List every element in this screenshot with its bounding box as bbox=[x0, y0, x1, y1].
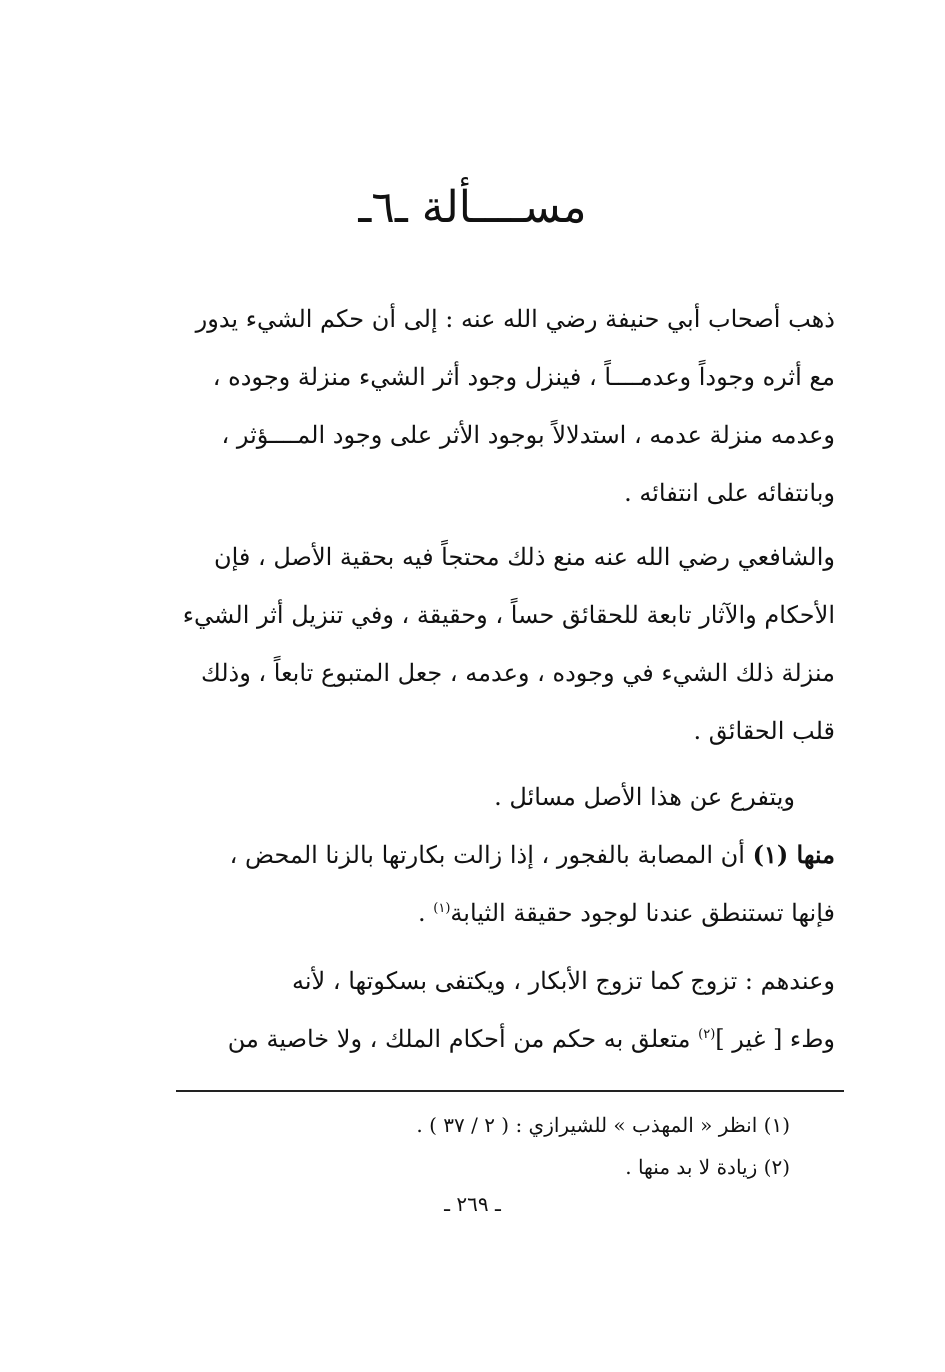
paragraph-4 bbox=[178, 826, 835, 942]
paragraph-1 bbox=[178, 290, 835, 522]
paragraph-2 bbox=[178, 528, 835, 760]
paragraph-5-line-2 bbox=[178, 1010, 835, 1068]
footnote-1: (١) انظر « المهذب » للشيرازي : ( ٢ / ٣٧ ) . bbox=[416, 1113, 790, 1137]
footnotes bbox=[178, 1104, 790, 1188]
paragraph-2-line: الأحكام والآثار تابعة للحقائق حساً ، وحقيقة ، وفي تنزيل أثر الشيء bbox=[182, 601, 835, 629]
footnote-ref-1: (١) bbox=[433, 901, 451, 916]
issue-number-label: منها (١) bbox=[752, 840, 835, 869]
paragraph-1-line: وعدمه منزلة عدمه ، استدلالاً بوجود الأثر على وجود المــــؤثر ، bbox=[221, 421, 835, 449]
paragraph-2-line: منزلة ذلك الشيء في وجوده ، وعدمه ، جعل المتبوع تابعاً ، وذلك bbox=[200, 659, 835, 687]
footnote-separator bbox=[176, 1090, 844, 1092]
paragraph-2-line: قلب الحقائق . bbox=[693, 717, 835, 745]
paragraph-4-line-1 bbox=[178, 826, 835, 884]
paragraph-2-line: والشافعي رضي الله عنه منع ذلك محتجاً فيه بحقية الأصل ، فإن bbox=[213, 543, 835, 571]
paragraph-4-line-1-text: أن المصابة بالفجور ، إذا زالت بكارتها بالزنا المحض ، bbox=[229, 841, 745, 869]
paragraph-5-line-2-start: وطء [ غير ] bbox=[715, 1025, 835, 1053]
paragraph-5-line-1: وعندهم : تزوج كما تزوج الأبكار ، ويكتفى بسكوتها ، لأنه bbox=[292, 967, 835, 995]
paragraph-3 bbox=[178, 768, 835, 826]
paragraph-1-line: ذهب أصحاب أبي حنيفة رضي الله عنه : إلى أن حكم الشيء يدور bbox=[195, 305, 835, 333]
paragraph-5-line-2-text: متعلق به حكم من أحكام الملك ، ولا خاصية من bbox=[227, 1025, 699, 1053]
section-heading: مســــألة ـ٦ـ bbox=[358, 182, 587, 233]
paragraph-4-line-2 bbox=[178, 884, 835, 942]
paragraph-3-line: ويتفرع عن هذا الأصل مسائل . bbox=[494, 783, 795, 811]
footnote-2: (٢) زيادة لا بد منها . bbox=[625, 1155, 790, 1179]
paragraph-4-line-2-text: فإنها تستنطق عندنا لوجود حقيقة الثيابة bbox=[450, 899, 835, 927]
paragraph-5 bbox=[178, 952, 835, 1068]
paragraph-1-line: وبانتفائه على انتفائه . bbox=[624, 479, 835, 507]
paragraph-1-line: مع أثره وجوداً وعدمــــاً ، فينزل وجود أثر الشيء منزلة وجوده ، bbox=[212, 363, 835, 391]
page-number: ـ ٢٦٩ ـ bbox=[444, 1192, 501, 1216]
footnote-ref-2: (٢) bbox=[698, 1027, 716, 1042]
paragraph-4-line-2-end: . bbox=[417, 899, 434, 927]
